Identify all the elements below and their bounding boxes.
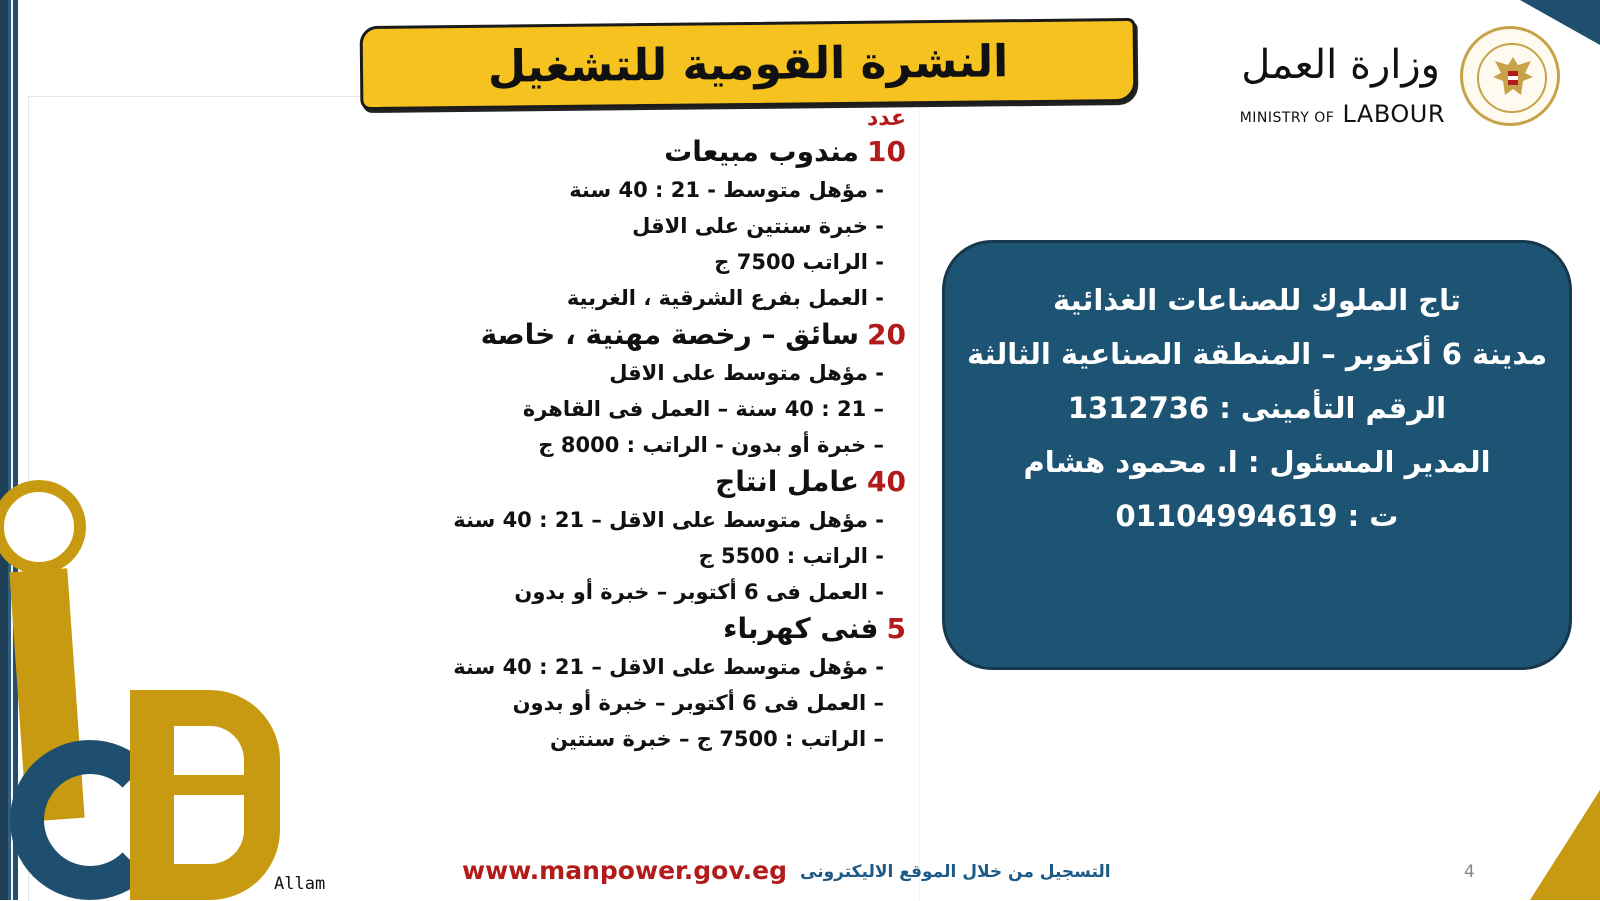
count-column-header: عدد — [866, 106, 906, 131]
company-insurance-number: الرقم التأمينى : 1312736 — [1067, 391, 1447, 425]
job-detail: – 21 : 40 سنة – العمل فى القاهرة — [522, 397, 884, 421]
job-detail: - خبرة سنتين على الاقل — [632, 214, 884, 238]
company-phone: ت : 01104994619 — [1115, 499, 1399, 533]
website-link[interactable]: www.manpower.gov.eg — [462, 856, 787, 885]
left-border-stripe — [0, 0, 18, 900]
job-detail: – العمل فى 6 أكتوبر – خبرة أو بدون — [512, 691, 884, 715]
company-info-card — [942, 240, 1572, 670]
job-detail: - مؤهل متوسط على الاقل – 21 : 40 سنة — [453, 655, 884, 679]
job-detail: – خبرة أو بدون - الراتب : 8000 ج — [538, 433, 884, 457]
job-detail: - العمل بفرع الشرقية ، الغربية — [566, 286, 884, 310]
job-title-row — [380, 135, 906, 168]
labour-label: LABOUR — [1342, 100, 1445, 128]
bottom-right-corner-decoration — [1530, 790, 1600, 900]
page-number: 4 — [1464, 862, 1475, 882]
job-detail: - الراتب : 5500 ج — [698, 544, 884, 568]
job-detail: - مؤهل متوسط على الاقل — [609, 361, 884, 385]
company-manager: المدير المسئول : ا. محمود هشام — [1023, 445, 1491, 479]
job-title: سائق – رخصة مهنية ، خاصة — [480, 318, 860, 351]
job-count: 20 — [867, 318, 906, 351]
decorative-letter-b-middle — [160, 775, 250, 795]
ministry-logo — [1230, 26, 1560, 136]
job-detail: - مؤهل متوسط - 21 : 40 سنة — [569, 178, 884, 202]
job-detail: – الراتب : 7500 ج – خبرة سنتين — [549, 727, 884, 751]
job-detail: - مؤهل متوسط على الاقل – 21 : 40 سنة — [453, 508, 884, 532]
ministry-seal — [1460, 26, 1560, 126]
job-item — [380, 135, 906, 316]
job-count: 40 — [867, 465, 906, 498]
author-label: Allam — [274, 874, 326, 894]
job-title: مندوب مبيعات — [664, 135, 860, 168]
job-item — [380, 318, 906, 463]
job-title: فنى كهرباء — [723, 612, 879, 645]
job-count: 10 — [867, 135, 906, 168]
ministry-of-label: MINISTRY OF — [1239, 110, 1335, 126]
registration-note: التسجيل من خلال الموقع الاليكترونى — [800, 862, 1111, 882]
job-count: 5 — [886, 612, 906, 645]
ministry-name-arabic: وزارة العمل — [1241, 42, 1440, 88]
job-item — [380, 465, 906, 610]
company-address: مدينة 6 أكتوبر – المنطقة الصناعية الثالثة — [966, 337, 1548, 371]
job-title: عامل انتاج — [715, 465, 860, 498]
job-listings — [380, 106, 906, 757]
page-title: النشرة القومية للتشغيل — [487, 35, 1009, 93]
company-name: تاج الملوك للصناعات الغذائية — [1053, 283, 1461, 317]
title-banner — [360, 18, 1137, 110]
ministry-name-english — [1240, 100, 1445, 128]
decorative-letter-b — [130, 690, 280, 900]
job-detail: - الراتب 7500 ج — [714, 250, 884, 274]
job-title-row — [380, 465, 906, 498]
job-item — [380, 612, 906, 757]
job-title-row — [380, 612, 906, 645]
eagle-icon — [1485, 49, 1541, 105]
job-title-row — [380, 318, 906, 351]
job-detail: - العمل فى 6 أكتوبر – خبرة أو بدون — [514, 580, 884, 604]
